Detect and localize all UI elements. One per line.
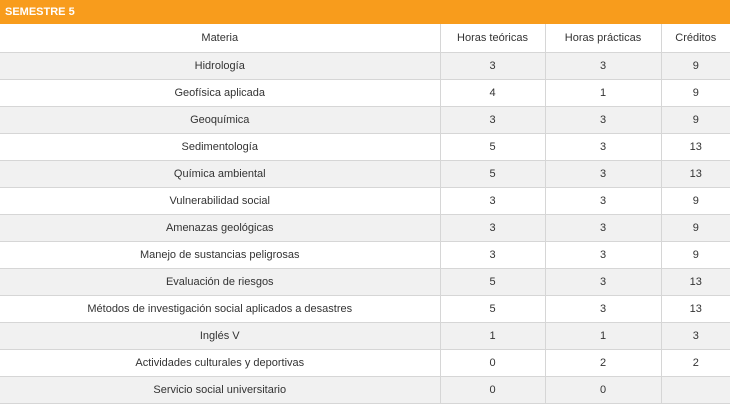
table-row xyxy=(0,268,730,295)
header-horas-teoricas: Horas teóricas xyxy=(440,24,545,52)
header-materia: Materia xyxy=(0,24,440,52)
cell-materia: Geoquímica xyxy=(0,106,440,133)
cell-horas-teoricas: 3 xyxy=(440,187,545,214)
cell-horas-teoricas: 5 xyxy=(440,160,545,187)
table-row xyxy=(0,241,730,268)
cell-horas-practicas: 3 xyxy=(545,241,661,268)
cell-materia: Manejo de sustancias peligrosas xyxy=(0,241,440,268)
cell-creditos: 13 xyxy=(661,268,730,295)
header-horas-practicas: Horas prácticas xyxy=(545,24,661,52)
table-row xyxy=(0,349,730,376)
cell-materia: Geofísica aplicada xyxy=(0,79,440,106)
table-row xyxy=(0,187,730,214)
cell-creditos: 9 xyxy=(661,106,730,133)
cell-horas-practicas: 3 xyxy=(545,160,661,187)
cell-creditos: 9 xyxy=(661,241,730,268)
cell-creditos: 9 xyxy=(661,79,730,106)
table-row xyxy=(0,376,730,403)
table-row xyxy=(0,322,730,349)
cell-horas-practicas: 2 xyxy=(545,349,661,376)
cell-horas-teoricas: 3 xyxy=(440,214,545,241)
cell-horas-practicas: 1 xyxy=(545,79,661,106)
cell-materia: Hidrología xyxy=(0,52,440,79)
cell-creditos: 9 xyxy=(661,187,730,214)
subjects-table xyxy=(0,24,730,404)
cell-horas-teoricas: 3 xyxy=(440,106,545,133)
cell-horas-teoricas: 3 xyxy=(440,241,545,268)
cell-materia: Servicio social universitario xyxy=(0,376,440,403)
cell-horas-practicas: 3 xyxy=(545,187,661,214)
cell-materia: Métodos de investigación social aplicados a desastres xyxy=(0,295,440,322)
cell-horas-practicas: 0 xyxy=(545,376,661,403)
semester-title: SEMESTRE 5 xyxy=(0,0,730,24)
cell-horas-teoricas: 0 xyxy=(440,376,545,403)
cell-materia: Actividades culturales y deportivas xyxy=(0,349,440,376)
cell-materia: Sedimentología xyxy=(0,133,440,160)
table-header-row xyxy=(0,24,730,52)
table-row xyxy=(0,295,730,322)
cell-horas-teoricas: 5 xyxy=(440,268,545,295)
table-row xyxy=(0,79,730,106)
cell-creditos: 9 xyxy=(661,214,730,241)
cell-materia: Evaluación de riesgos xyxy=(0,268,440,295)
table-row xyxy=(0,160,730,187)
cell-creditos: 9 xyxy=(661,52,730,79)
cell-materia: Vulnerabilidad social xyxy=(0,187,440,214)
cell-horas-practicas: 1 xyxy=(545,322,661,349)
cell-horas-practicas: 3 xyxy=(545,295,661,322)
cell-materia: Amenazas geológicas xyxy=(0,214,440,241)
cell-horas-teoricas: 3 xyxy=(440,52,545,79)
cell-horas-practicas: 3 xyxy=(545,268,661,295)
table-row xyxy=(0,52,730,79)
cell-creditos xyxy=(661,376,730,403)
cell-horas-practicas: 3 xyxy=(545,133,661,160)
header-creditos: Créditos xyxy=(661,24,730,52)
table-row xyxy=(0,214,730,241)
cell-horas-teoricas: 0 xyxy=(440,349,545,376)
cell-horas-practicas: 3 xyxy=(545,106,661,133)
cell-horas-teoricas: 4 xyxy=(440,79,545,106)
cell-creditos: 13 xyxy=(661,133,730,160)
table-row xyxy=(0,133,730,160)
cell-horas-practicas: 3 xyxy=(545,214,661,241)
cell-creditos: 3 xyxy=(661,322,730,349)
cell-creditos: 13 xyxy=(661,160,730,187)
cell-horas-teoricas: 1 xyxy=(440,322,545,349)
cell-horas-teoricas: 5 xyxy=(440,133,545,160)
cell-horas-teoricas: 5 xyxy=(440,295,545,322)
table-row xyxy=(0,106,730,133)
cell-creditos: 2 xyxy=(661,349,730,376)
cell-materia: Química ambiental xyxy=(0,160,440,187)
cell-creditos: 13 xyxy=(661,295,730,322)
cell-horas-practicas: 3 xyxy=(545,52,661,79)
cell-materia: Inglés V xyxy=(0,322,440,349)
